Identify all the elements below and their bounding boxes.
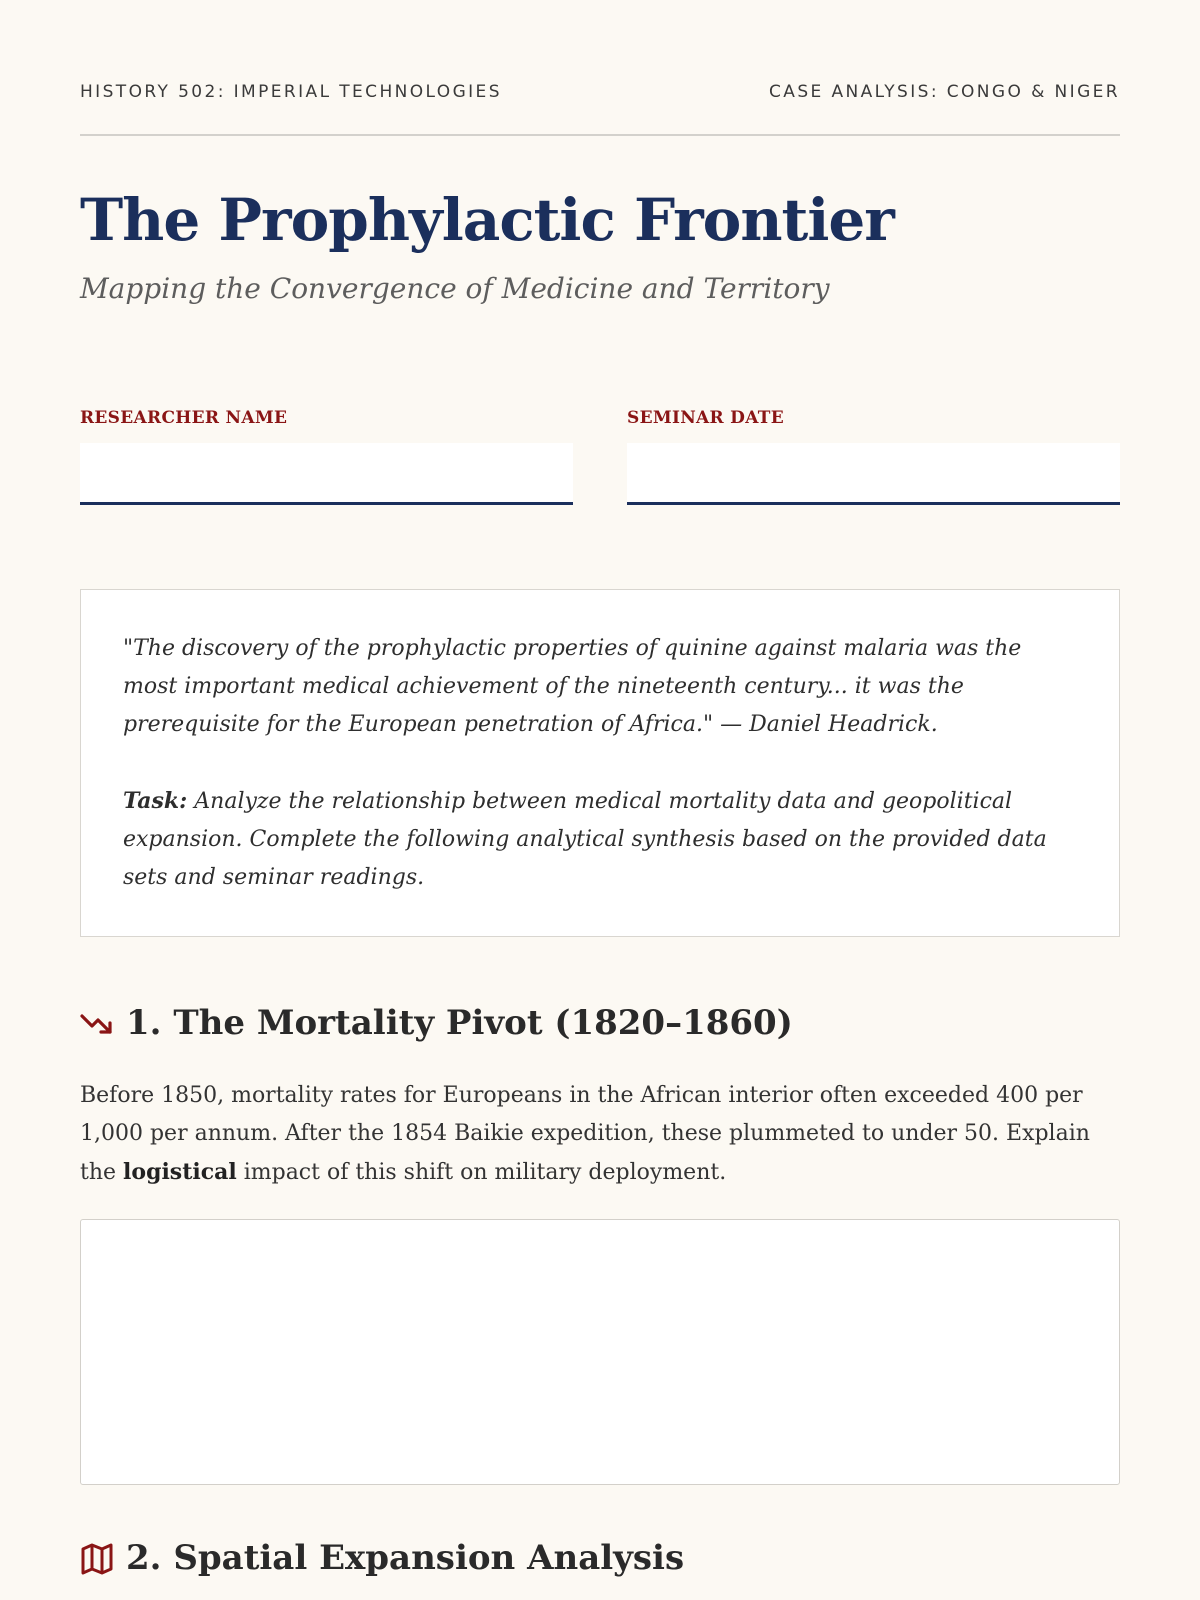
page-title: The Prophylactic Frontier bbox=[80, 186, 894, 254]
task-instructions bbox=[123, 782, 1077, 897]
case-label: CASE ANALYSIS: CONGO & NIGER bbox=[769, 82, 1120, 102]
trend-down-icon bbox=[80, 1006, 114, 1040]
section-1-answer-box[interactable] bbox=[80, 1219, 1120, 1485]
section-1-title: 1. The Mortality Pivot (1820–1860) bbox=[126, 1003, 793, 1043]
prompt-text-end: impact of this shift on military deployment. bbox=[236, 1160, 727, 1185]
page-subtitle: Mapping the Convergence of Medicine and Territory bbox=[80, 272, 830, 305]
seminar-date-input[interactable] bbox=[627, 443, 1120, 505]
headrick-quote: "The discovery of the prophylactic properties of quinine against malaria was the most important medical achievement of the nineteenth century... it was the prerequisite for the European penetration of Africa." — Daniel Headrick. bbox=[123, 636, 1022, 737]
task-text: Analyze the relationship between medical mortality data and geopolitical expansion. Complete the following analytical synthesis based on the provided data sets and seminar readings. bbox=[123, 789, 1047, 890]
assignment-brief bbox=[80, 589, 1120, 937]
section-2-heading bbox=[80, 1538, 684, 1578]
prompt-emphasis: logistical bbox=[123, 1159, 237, 1185]
task-label: Task: bbox=[123, 788, 188, 814]
researcher-name-input[interactable] bbox=[80, 443, 573, 505]
section-2-title: 2. Spatial Expansion Analysis bbox=[126, 1538, 685, 1578]
prompt-text-start: Before 1850, mortality rates for Europeans in the African interior often exceeded 400 per 1,000 per annum. After the 1854 Baikie expedition, these plummeted to under 50. Explain the bbox=[80, 1083, 1090, 1185]
section-1-prompt bbox=[80, 1077, 1120, 1192]
worksheet-page bbox=[80, 0, 1120, 1600]
researcher-name-label: RESEARCHER NAME bbox=[80, 408, 288, 428]
header-bar bbox=[80, 80, 1120, 136]
map-icon bbox=[80, 1541, 114, 1575]
seminar-date-label: SEMINAR DATE bbox=[627, 408, 784, 428]
section-1-heading bbox=[80, 1003, 793, 1043]
course-label: HISTORY 502: IMPERIAL TECHNOLOGIES bbox=[80, 82, 502, 102]
